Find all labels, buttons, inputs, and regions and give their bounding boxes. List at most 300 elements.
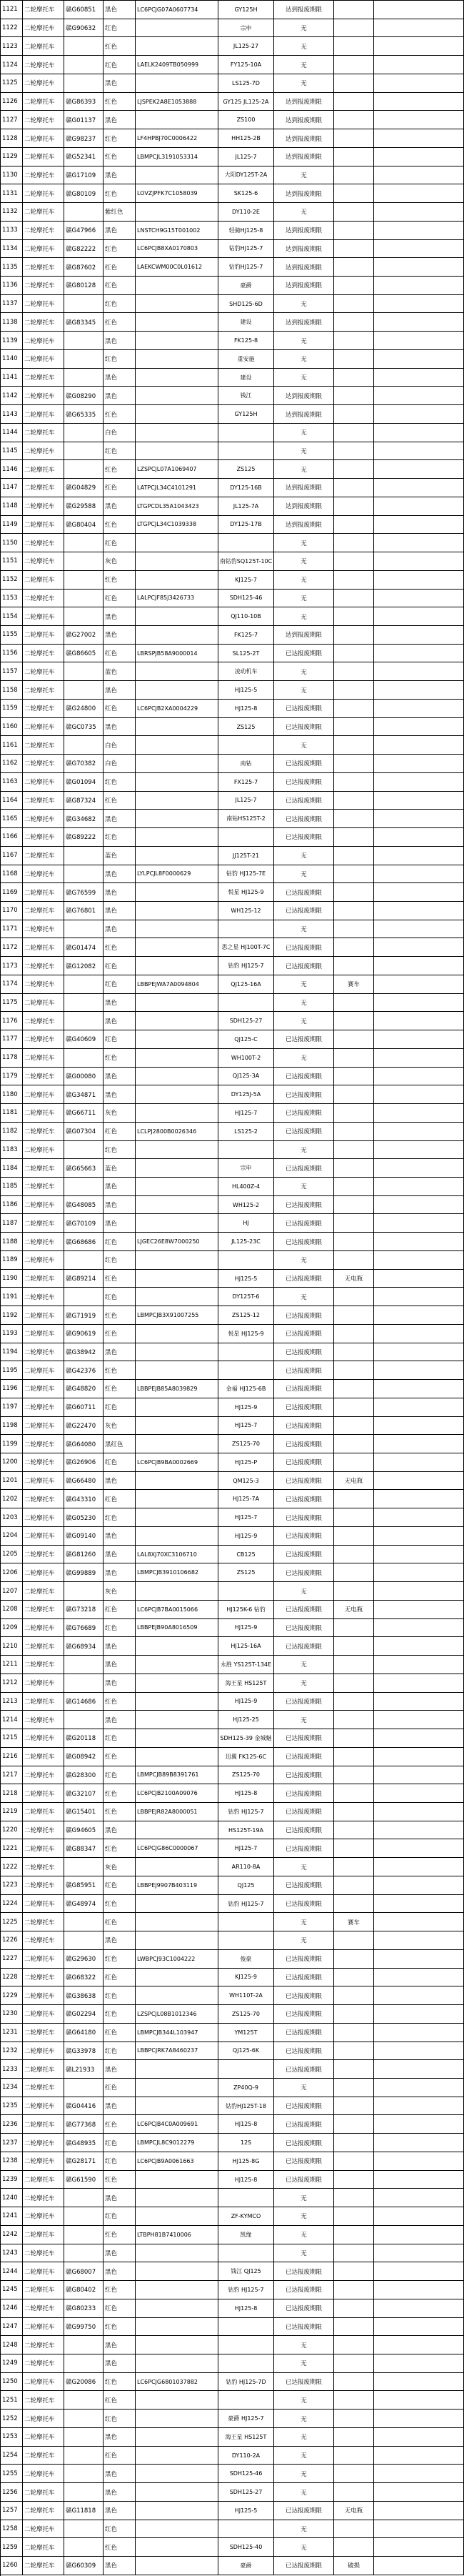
remark — [334, 1766, 374, 1784]
vehicle-color: 红色 — [104, 590, 136, 607]
remark — [334, 2152, 374, 2170]
vehicle-type: 二轮摩托车 — [23, 166, 64, 184]
vehicle-model: 永胜 YS125T-134E — [218, 1656, 274, 1674]
vehicle-color: 黑色 — [104, 2244, 136, 2262]
vin-number — [136, 1417, 218, 1435]
scrap-status: 达到报废期限 — [274, 479, 334, 497]
scrap-status: 已达报废期限 — [274, 700, 334, 717]
table-row — [1, 74, 464, 93]
scrap-status: 已达报废期限 — [274, 1729, 334, 1747]
remark — [334, 1858, 374, 1876]
row-number: 1223 — [1, 1876, 23, 1894]
vehicle-model: HJ125-25 — [218, 1711, 274, 1729]
plate-number: 赣G20118 — [64, 1729, 104, 1747]
scrap-status: 无 — [274, 736, 334, 754]
vin-number — [136, 1729, 218, 1747]
scrap-status: 无 — [274, 1288, 334, 1306]
row-number: 1248 — [1, 2336, 23, 2354]
vin-number: LBBPEJ9907B403119 — [136, 1876, 218, 1894]
vehicle-type: 二轮摩托车 — [23, 1876, 64, 1894]
row-number: 1134 — [1, 240, 23, 258]
vehicle-color: 红色 — [104, 645, 136, 662]
vehicle-color: 灰色 — [104, 552, 136, 570]
plate-number — [64, 975, 104, 993]
vehicle-color: 红色 — [104, 1986, 136, 2004]
plate-number: 赣G12082 — [64, 957, 104, 975]
table-row — [1, 1251, 464, 1270]
vin-number — [136, 2336, 218, 2354]
blank-cell — [374, 2134, 464, 2152]
vehicle-type: 二轮摩托车 — [23, 129, 64, 147]
remark — [334, 2189, 374, 2207]
vin-number — [136, 1858, 218, 1876]
plate-number: 赣G85951 — [64, 1876, 104, 1894]
vehicle-color: 红色 — [104, 1601, 136, 1618]
vehicle-color: 黑色 — [104, 2557, 136, 2575]
blank-cell — [374, 1748, 464, 1766]
row-number: 1149 — [1, 516, 23, 534]
vehicle-model: HJ125-9 — [218, 1527, 274, 1545]
blank-cell — [374, 2189, 464, 2207]
vehicle-color: 黑色 — [104, 1, 136, 19]
remark — [334, 1453, 374, 1471]
vehicle-model: CB125 — [218, 1546, 274, 1563]
vehicle-model: HJ125-8 — [218, 1784, 274, 1802]
vehicle-type: 二轮摩托车 — [23, 2336, 64, 2354]
blank-cell — [374, 19, 464, 37]
remark — [334, 2134, 374, 2152]
remark — [334, 792, 374, 810]
vehicle-model: 钻豹 HJ125-7 — [218, 2281, 274, 2299]
remark — [334, 1141, 374, 1159]
row-number: 1197 — [1, 1398, 23, 1416]
remark — [334, 1619, 374, 1637]
vehicle-color: 红色 — [104, 1748, 136, 1766]
vehicle-type: 二轮摩托车 — [23, 2262, 64, 2280]
vehicle-type: 二轮摩托车 — [23, 2538, 64, 2556]
vehicle-model: SDH125-39 金城魅 — [218, 1729, 274, 1747]
plate-number: 赣G83345 — [64, 313, 104, 331]
table-row — [1, 2226, 464, 2244]
remark — [334, 2538, 374, 2556]
blank-cell — [374, 2410, 464, 2427]
row-number: 1182 — [1, 1123, 23, 1140]
plate-number — [64, 2483, 104, 2501]
remark — [334, 1, 374, 19]
row-number: 1122 — [1, 19, 23, 37]
vehicle-color: 红色 — [104, 460, 136, 478]
scrap-status: 已达报废期限 — [274, 1986, 334, 2004]
vehicle-color: 黑色 — [104, 2060, 136, 2078]
vin-number — [136, 203, 218, 221]
scrap-status: 无 — [274, 19, 334, 37]
remark — [334, 2024, 374, 2042]
remark — [334, 552, 374, 570]
plate-number: 赣G02294 — [64, 2005, 104, 2023]
table-row — [1, 2391, 464, 2410]
blank-cell — [374, 240, 464, 258]
vehicle-model: WH100T-2 — [218, 1049, 274, 1067]
vehicle-model: DY110-2A — [218, 2447, 274, 2465]
remark — [334, 847, 374, 865]
vin-number: LBBPCJRK7A8460237 — [136, 2042, 218, 2060]
plate-number: 赣G22470 — [64, 1417, 104, 1435]
blank-cell — [374, 1546, 464, 1563]
blank-cell — [374, 460, 464, 478]
scrap-status: 无 — [274, 975, 334, 993]
remark — [334, 111, 374, 129]
vehicle-color: 红色 — [104, 1270, 136, 1288]
vin-number — [136, 2447, 218, 2465]
table-row — [1, 258, 464, 277]
vehicle-model — [218, 2354, 274, 2372]
remark — [334, 74, 374, 92]
vin-number — [136, 2483, 218, 2501]
vehicle-color: 红色 — [104, 2299, 136, 2317]
vehicle-color: 红色 — [104, 37, 136, 55]
table-row — [1, 1343, 464, 1362]
vehicle-color: 蓝色 — [104, 1159, 136, 1177]
vehicle-type: 二轮摩托车 — [23, 1453, 64, 1471]
remark — [334, 2281, 374, 2299]
blank-cell — [374, 1637, 464, 1655]
scrap-status: 已达报废期限 — [274, 1508, 334, 1526]
vehicle-type: 二轮摩托车 — [23, 736, 64, 754]
table-row — [1, 277, 464, 295]
blank-cell — [374, 111, 464, 129]
remark — [334, 2520, 374, 2538]
vehicle-model: 南钻 — [218, 755, 274, 772]
scrap-status: 已达报废期限 — [274, 957, 334, 975]
row-number: 1133 — [1, 222, 23, 239]
plate-number: 赣G28300 — [64, 1766, 104, 1784]
vehicle-model: 钻豹HJ125-7 — [218, 258, 274, 276]
vehicle-model: KJ125-7 — [218, 571, 274, 589]
vehicle-type: 二轮摩托车 — [23, 1508, 64, 1526]
vehicle-type: 二轮摩托车 — [23, 424, 64, 442]
remark — [334, 258, 374, 276]
remark: 无电瓶 — [334, 2502, 374, 2520]
row-number: 1230 — [1, 2005, 23, 2023]
row-number: 1209 — [1, 1619, 23, 1637]
plate-number — [64, 350, 104, 368]
table-row — [1, 1601, 464, 1619]
plate-number: 赣G38638 — [64, 1986, 104, 2004]
vehicle-model: 钻豹 HJ125-7 — [218, 1803, 274, 1821]
vehicle-color: 红色 — [104, 700, 136, 717]
vehicle-color: 红色 — [104, 534, 136, 552]
row-number: 1193 — [1, 1325, 23, 1343]
row-number: 1225 — [1, 1913, 23, 1931]
vehicle-model — [218, 920, 274, 938]
row-number: 1179 — [1, 1068, 23, 1085]
plate-number: 赣G87602 — [64, 258, 104, 276]
vehicle-model: 豪爵 HJ125-7 — [218, 2410, 274, 2427]
vehicle-type: 二轮摩托车 — [23, 1380, 64, 1398]
remark — [334, 883, 374, 901]
plate-number — [64, 369, 104, 387]
vehicle-type: 二轮摩托车 — [23, 1711, 64, 1729]
table-row — [1, 718, 464, 737]
vehicle-color: 红色 — [104, 350, 136, 368]
vehicle-type: 二轮摩托车 — [23, 2115, 64, 2133]
row-number: 1185 — [1, 1178, 23, 1195]
plate-number — [64, 571, 104, 589]
blank-cell — [374, 1563, 464, 1581]
vehicle-color: 红色 — [104, 2318, 136, 2336]
vin-number: LJGEC26E8W7000250 — [136, 1233, 218, 1250]
remark — [334, 1693, 374, 1711]
vehicle-color: 红色 — [104, 957, 136, 975]
row-number: 1187 — [1, 1214, 23, 1232]
vehicle-color: 红色 — [104, 828, 136, 846]
plate-number — [64, 552, 104, 570]
vin-number — [136, 1068, 218, 1085]
table-row — [1, 957, 464, 975]
vehicle-type: 二轮摩托车 — [23, 1141, 64, 1159]
vehicle-type: 二轮摩托车 — [23, 1030, 64, 1048]
table-row — [1, 497, 464, 516]
vin-number — [136, 1085, 218, 1103]
table-row — [1, 828, 464, 847]
vehicle-type: 二轮摩托车 — [23, 1178, 64, 1195]
table-row — [1, 184, 464, 203]
vehicle-model: KJ125-9 — [218, 1969, 274, 1986]
row-number: 1142 — [1, 387, 23, 404]
blank-cell — [374, 1453, 464, 1471]
table-row — [1, 2318, 464, 2337]
remark — [334, 1674, 374, 1692]
row-number: 1202 — [1, 1490, 23, 1508]
plate-number — [64, 865, 104, 883]
plate-number — [64, 681, 104, 699]
table-row — [1, 1472, 464, 1491]
vehicle-model: 凯缘 — [218, 2226, 274, 2244]
vehicle-model: 钻豹 HJ125-7 — [218, 957, 274, 975]
vehicle-color: 黑色 — [104, 1214, 136, 1232]
row-number: 1224 — [1, 1895, 23, 1913]
vehicle-model: 建设 — [218, 369, 274, 387]
table-row — [1, 222, 464, 240]
vin-number — [136, 2060, 218, 2078]
plate-number: 赣G99889 — [64, 1563, 104, 1581]
vehicle-type: 二轮摩托车 — [23, 810, 64, 827]
vin-number — [136, 2410, 218, 2427]
blank-cell — [374, 350, 464, 368]
vin-number: LBBPEJR82A8000051 — [136, 1803, 218, 1821]
vin-number: LYLPCJL8F0000629 — [136, 865, 218, 883]
plate-number: 赣G65335 — [64, 405, 104, 423]
blank-cell — [374, 93, 464, 111]
scrap-status: 无 — [274, 203, 334, 221]
plate-number — [64, 295, 104, 313]
table-row — [1, 2189, 464, 2207]
scrap-status: 已达报废期限 — [274, 2134, 334, 2152]
vehicle-type: 二轮摩托车 — [23, 1288, 64, 1306]
blank-cell — [374, 1104, 464, 1122]
table-row — [1, 1398, 464, 1417]
plate-number — [64, 994, 104, 1012]
vehicle-type: 二轮摩托车 — [23, 1619, 64, 1637]
vehicle-type: 二轮摩托车 — [23, 975, 64, 993]
vehicle-color: 红色 — [104, 2152, 136, 2170]
row-number: 1171 — [1, 920, 23, 938]
scrap-status: 无 — [274, 1674, 334, 1692]
plate-number — [64, 1141, 104, 1159]
remark — [334, 1178, 374, 1195]
vin-number — [136, 920, 218, 938]
vehicle-model: QJ125-16A — [218, 975, 274, 993]
table-row — [1, 2281, 464, 2299]
vin-number: LWBPCJ93C1004222 — [136, 1950, 218, 1968]
plate-number — [64, 2538, 104, 2556]
vehicle-color: 黑色 — [104, 865, 136, 883]
remark — [334, 1969, 374, 1986]
plate-number: 赣G47966 — [64, 222, 104, 239]
plate-number: 赣G48974 — [64, 1895, 104, 1913]
vehicle-type: 二轮摩托车 — [23, 994, 64, 1012]
vehicle-model: HJ125K-6 钻豹 — [218, 1601, 274, 1618]
row-number: 1239 — [1, 2171, 23, 2189]
vehicle-model: QJ125-C — [218, 1030, 274, 1048]
plate-number — [64, 2465, 104, 2482]
table-row — [1, 571, 464, 590]
vehicle-model: 俊豪 — [218, 1950, 274, 1968]
scrap-status: 已达报废期限 — [274, 1803, 334, 1821]
vehicle-type: 二轮摩托车 — [23, 1582, 64, 1600]
blank-cell — [374, 332, 464, 349]
scrap-status: 已达报废期限 — [274, 1361, 334, 1379]
vehicle-color: 黑色 — [104, 2336, 136, 2354]
row-number: 1258 — [1, 2520, 23, 2538]
row-number: 1221 — [1, 1839, 23, 1857]
blank-cell — [374, 203, 464, 221]
vehicle-color: 红色 — [104, 1803, 136, 1821]
table-row — [1, 2115, 464, 2134]
scrap-status: 已达报废期限 — [274, 645, 334, 662]
remark — [334, 1895, 374, 1913]
vehicle-color: 红色 — [104, 1141, 136, 1159]
blank-cell — [374, 718, 464, 736]
vin-number — [136, 681, 218, 699]
remark — [334, 479, 374, 497]
blank-cell — [374, 1, 464, 19]
vehicle-model: JL125-23C — [218, 1233, 274, 1250]
vehicle-color: 黑色 — [104, 1656, 136, 1674]
row-number: 1130 — [1, 166, 23, 184]
table-row — [1, 1637, 464, 1656]
vin-number: LBMPCJB3X91007255 — [136, 1306, 218, 1324]
remark — [334, 662, 374, 680]
plate-number: 赣G26906 — [64, 1453, 104, 1471]
table-row — [1, 2336, 464, 2354]
table-row — [1, 295, 464, 314]
remark — [334, 645, 374, 662]
vin-number — [136, 1821, 218, 1839]
scrap-status: 无 — [274, 2354, 334, 2372]
remark — [334, 1049, 374, 1067]
table-row — [1, 2538, 464, 2557]
vehicle-color: 黑色 — [104, 1637, 136, 1655]
vin-number — [136, 1325, 218, 1343]
plate-number: 赣G42376 — [64, 1361, 104, 1379]
row-number: 1210 — [1, 1637, 23, 1655]
remark — [334, 1435, 374, 1453]
vehicle-model: 金福 HJ125-6B — [218, 1380, 274, 1398]
vehicle-type: 二轮摩托车 — [23, 240, 64, 258]
scrap-status: 无 — [274, 460, 334, 478]
remark — [334, 2244, 374, 2262]
table-row — [1, 1986, 464, 2005]
table-row — [1, 1876, 464, 1895]
plate-number — [64, 2336, 104, 2354]
blank-cell — [374, 994, 464, 1012]
row-number: 1208 — [1, 1601, 23, 1618]
table-row — [1, 2428, 464, 2447]
vehicle-type: 二轮摩托车 — [23, 957, 64, 975]
plate-number: 赣G82222 — [64, 240, 104, 258]
blank-cell — [374, 1729, 464, 1747]
remark — [334, 957, 374, 975]
scrap-status: 无 — [274, 681, 334, 699]
vin-number: LBBPEJB90A8016509 — [136, 1619, 218, 1637]
plate-number — [64, 2447, 104, 2465]
vehicle-type: 二轮摩托车 — [23, 1270, 64, 1288]
row-number: 1259 — [1, 2538, 23, 2556]
scrap-status: 无 — [274, 2391, 334, 2409]
vehicle-model: ZF-KYMCO — [218, 2207, 274, 2225]
plate-number: 赣G80404 — [64, 516, 104, 534]
scrap-status: 无 — [274, 295, 334, 313]
remark — [334, 700, 374, 717]
plate-number — [64, 1711, 104, 1729]
vehicle-type: 二轮摩托车 — [23, 1656, 64, 1674]
vehicle-color: 黑色 — [104, 920, 136, 938]
remark — [334, 718, 374, 736]
table-row — [1, 387, 464, 405]
plate-number — [64, 56, 104, 74]
row-number: 1131 — [1, 184, 23, 202]
scrap-status: 达到报废期限 — [274, 258, 334, 276]
vehicle-model: HJ125-P — [218, 1453, 274, 1471]
table-row — [1, 2152, 464, 2171]
remark — [334, 681, 374, 699]
remark — [334, 2299, 374, 2317]
remark — [334, 1214, 374, 1232]
plate-number — [64, 2244, 104, 2262]
vin-number: LBMPCJL3191053314 — [136, 148, 218, 166]
remark — [334, 1398, 374, 1416]
plate-number: 赣G24800 — [64, 700, 104, 717]
plate-number — [64, 2428, 104, 2446]
vehicle-color: 红色 — [104, 2391, 136, 2409]
vehicle-type: 二轮摩托车 — [23, 460, 64, 478]
row-number: 1123 — [1, 37, 23, 55]
vin-number — [136, 2244, 218, 2262]
table-row — [1, 1656, 464, 1674]
vehicle-type: 二轮摩托车 — [23, 2152, 64, 2170]
plate-number: 赣G05230 — [64, 1508, 104, 1526]
plate-number — [64, 2207, 104, 2225]
vehicle-type: 二轮摩托车 — [23, 2373, 64, 2391]
scrap-status: 已达报废期限 — [274, 2024, 334, 2042]
plate-number — [64, 2520, 104, 2538]
vin-number — [136, 1012, 218, 1030]
scrap-status: 已达报废期限 — [274, 1969, 334, 1986]
vehicle-model: HJ125-5 — [218, 681, 274, 699]
vin-number: LAELK2409TB050999 — [136, 56, 218, 74]
vin-number: LC6PCJB2100A09076 — [136, 1784, 218, 1802]
